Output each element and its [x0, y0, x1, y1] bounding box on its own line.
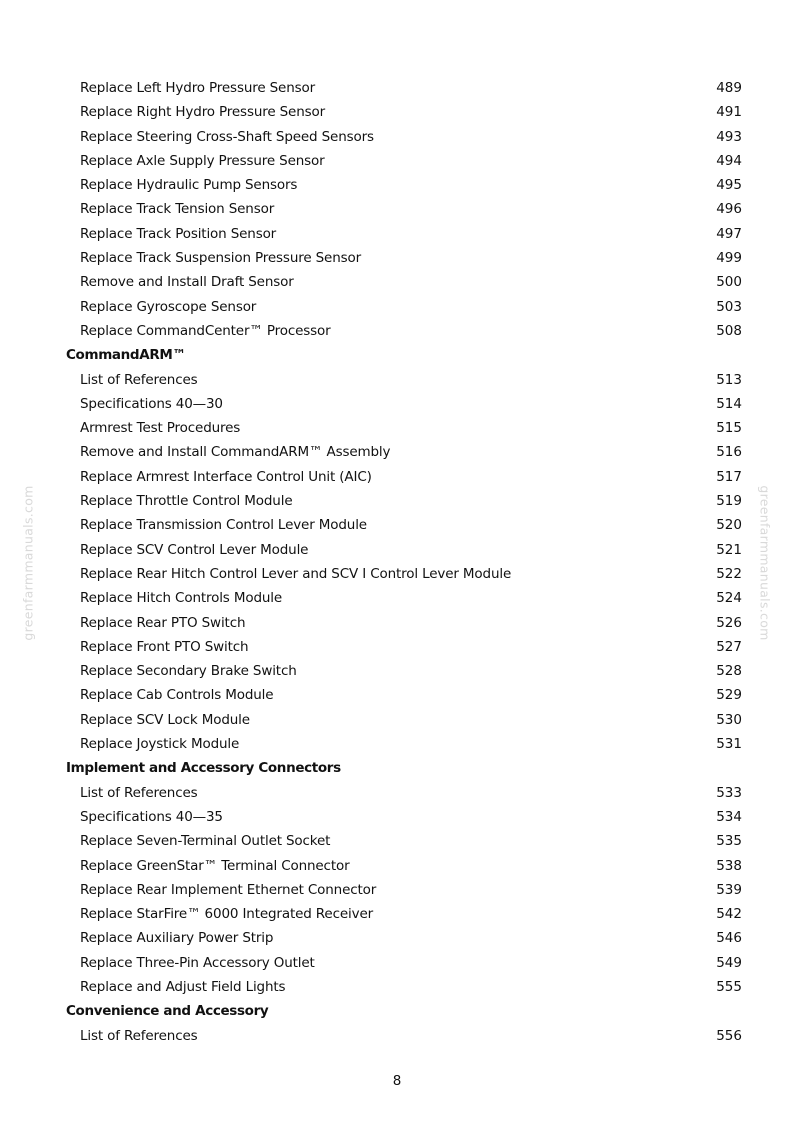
entry-page-number: 555 — [716, 978, 742, 995]
toc-section-heading — [0, 999, 794, 1023]
toc-entry — [0, 854, 794, 878]
toc-entry — [0, 975, 794, 999]
entry-page-number: 542 — [716, 906, 742, 923]
entry-title: Replace Rear Hitch Control Lever and SCV I Control Lever Module — [80, 565, 512, 582]
entry-page-number: 533 — [716, 784, 742, 801]
entry-title: Replace GreenStar™ Terminal Connector — [80, 857, 350, 874]
toc-entry — [0, 611, 794, 635]
toc-entry — [0, 659, 794, 683]
entry-page-number: 522 — [716, 565, 742, 582]
entry-title: Replace Steering Cross-Shaft Speed Sensors — [80, 128, 374, 145]
toc-entry — [0, 125, 794, 149]
entry-page-number: 524 — [716, 590, 742, 607]
entry-page-number: 539 — [716, 881, 742, 898]
toc-entry — [0, 416, 794, 440]
toc-entry — [0, 222, 794, 246]
toc-entry — [0, 878, 794, 902]
entry-title: List of References — [80, 1027, 198, 1044]
entry-page-number: 503 — [716, 298, 742, 315]
entry-title: Replace SCV Lock Module — [80, 711, 250, 728]
entry-title: Specifications 40—35 — [80, 808, 223, 825]
entry-title: Replace Hydraulic Pump Sensors — [80, 177, 298, 194]
toc-entry — [0, 465, 794, 489]
entry-page-number: 517 — [716, 468, 742, 485]
entry-title: Specifications 40—30 — [80, 395, 223, 412]
entry-page-number: 489 — [716, 80, 742, 96]
entry-page-number: 527 — [716, 638, 742, 655]
toc-entry — [0, 392, 794, 416]
toc-entry — [0, 951, 794, 975]
entry-title: Replace Track Tension Sensor — [80, 201, 275, 218]
entry-page-number: 530 — [716, 711, 742, 728]
toc-entry — [0, 805, 794, 829]
entry-page-number: 534 — [716, 808, 742, 825]
toc-entry — [0, 732, 794, 756]
entry-title: Armrest Test Procedures — [80, 420, 241, 437]
entry-title: Replace Secondary Brake Switch — [80, 663, 297, 680]
toc-entry — [0, 76, 794, 100]
entry-page-number: 500 — [716, 274, 742, 291]
toc-entry — [0, 173, 794, 197]
watermark-left: greenfarmmanuals.com — [20, 485, 36, 641]
entry-title: Replace Rear PTO Switch — [80, 614, 246, 631]
entry-page-number: 529 — [716, 687, 742, 704]
entry-page-number: 514 — [716, 395, 742, 412]
toc-entry — [0, 538, 794, 562]
entry-title: Replace Armrest Interface Control Unit (AIC) — [80, 468, 372, 485]
entry-title: Replace Right Hydro Pressure Sensor — [80, 104, 326, 121]
entry-title: Replace Cab Controls Module — [80, 687, 274, 704]
section-title: Implement and Accessory Connectors — [66, 760, 341, 777]
toc-entry — [0, 708, 794, 732]
toc-section-heading — [0, 756, 794, 780]
entry-title: Remove and Install Draft Sensor — [80, 274, 294, 291]
section-title: Convenience and Accessory — [66, 1003, 269, 1020]
toc-section-heading — [0, 343, 794, 367]
entry-title: List of References — [80, 784, 198, 801]
entry-page-number: 521 — [716, 541, 742, 558]
page-number: 8 — [392, 1073, 402, 1089]
section-title: CommandARM™ — [66, 347, 186, 364]
toc-entry — [0, 1024, 794, 1048]
entry-page-number: 526 — [716, 614, 742, 631]
entry-title: Replace Track Suspension Pressure Sensor — [80, 250, 362, 267]
entry-title: Replace StarFire™ 6000 Integrated Receiver — [80, 906, 374, 923]
toc-entry — [0, 319, 794, 343]
table-of-contents — [0, 76, 794, 1048]
toc-entry — [0, 926, 794, 950]
toc-entry — [0, 489, 794, 513]
entry-page-number: 497 — [716, 225, 742, 242]
entry-page-number: 556 — [716, 1027, 742, 1044]
entry-title: Replace Hitch Controls Module — [80, 590, 283, 607]
watermark-right: greenfarmmanuals.com — [757, 485, 773, 641]
entry-page-number: 515 — [716, 420, 742, 437]
entry-page-number: 520 — [716, 517, 742, 534]
entry-title: Replace Seven-Terminal Outlet Socket — [80, 833, 331, 850]
toc-entry — [0, 368, 794, 392]
toc-entry — [0, 829, 794, 853]
entry-title: Replace Axle Supply Pressure Sensor — [80, 152, 325, 169]
toc-entry — [0, 149, 794, 173]
entry-title: Replace Transmission Control Lever Module — [80, 517, 367, 534]
toc-entry — [0, 100, 794, 124]
entry-title: Replace SCV Control Lever Module — [80, 541, 309, 558]
entry-title: Replace Throttle Control Module — [80, 493, 293, 510]
entry-page-number: 494 — [716, 152, 742, 169]
entry-title: Replace and Adjust Field Lights — [80, 978, 286, 995]
toc-entry — [0, 562, 794, 586]
entry-title: Remove and Install CommandARM™ Assembly — [80, 444, 391, 461]
toc-entry — [0, 246, 794, 270]
entry-title: Replace Auxiliary Power Strip — [80, 930, 274, 947]
entry-page-number: 519 — [716, 493, 742, 510]
toc-entry — [0, 197, 794, 221]
entry-title: Replace Joystick Module — [80, 736, 240, 753]
toc-entry — [0, 586, 794, 610]
entry-title: Replace Left Hydro Pressure Sensor — [80, 80, 316, 96]
entry-page-number: 546 — [716, 930, 742, 947]
toc-entry — [0, 902, 794, 926]
entry-page-number: 508 — [716, 322, 742, 339]
toc-entry — [0, 513, 794, 537]
toc-entry — [0, 440, 794, 464]
entry-page-number: 493 — [716, 128, 742, 145]
entry-page-number: 516 — [716, 444, 742, 461]
entry-page-number: 499 — [716, 250, 742, 267]
toc-entry — [0, 683, 794, 707]
entry-page-number: 491 — [716, 104, 742, 121]
entry-title: Replace Track Position Sensor — [80, 225, 277, 242]
entry-page-number: 513 — [716, 371, 742, 388]
entry-title: Replace CommandCenter™ Processor — [80, 322, 331, 339]
toc-entry — [0, 295, 794, 319]
entry-title: Replace Rear Implement Ethernet Connector — [80, 881, 377, 898]
toc-entry — [0, 635, 794, 659]
entry-title: Replace Three-Pin Accessory Outlet — [80, 954, 315, 971]
entry-page-number: 528 — [716, 663, 742, 680]
toc-entry — [0, 781, 794, 805]
toc-entry — [0, 270, 794, 294]
entry-title: Replace Front PTO Switch — [80, 638, 249, 655]
entry-page-number: 535 — [716, 833, 742, 850]
entry-page-number: 549 — [716, 954, 742, 971]
entry-title: List of References — [80, 371, 198, 388]
entry-page-number: 538 — [716, 857, 742, 874]
entry-page-number: 531 — [716, 736, 742, 753]
entry-title: Replace Gyroscope Sensor — [80, 298, 257, 315]
entry-page-number: 495 — [716, 177, 742, 194]
entry-page-number: 496 — [716, 201, 742, 218]
